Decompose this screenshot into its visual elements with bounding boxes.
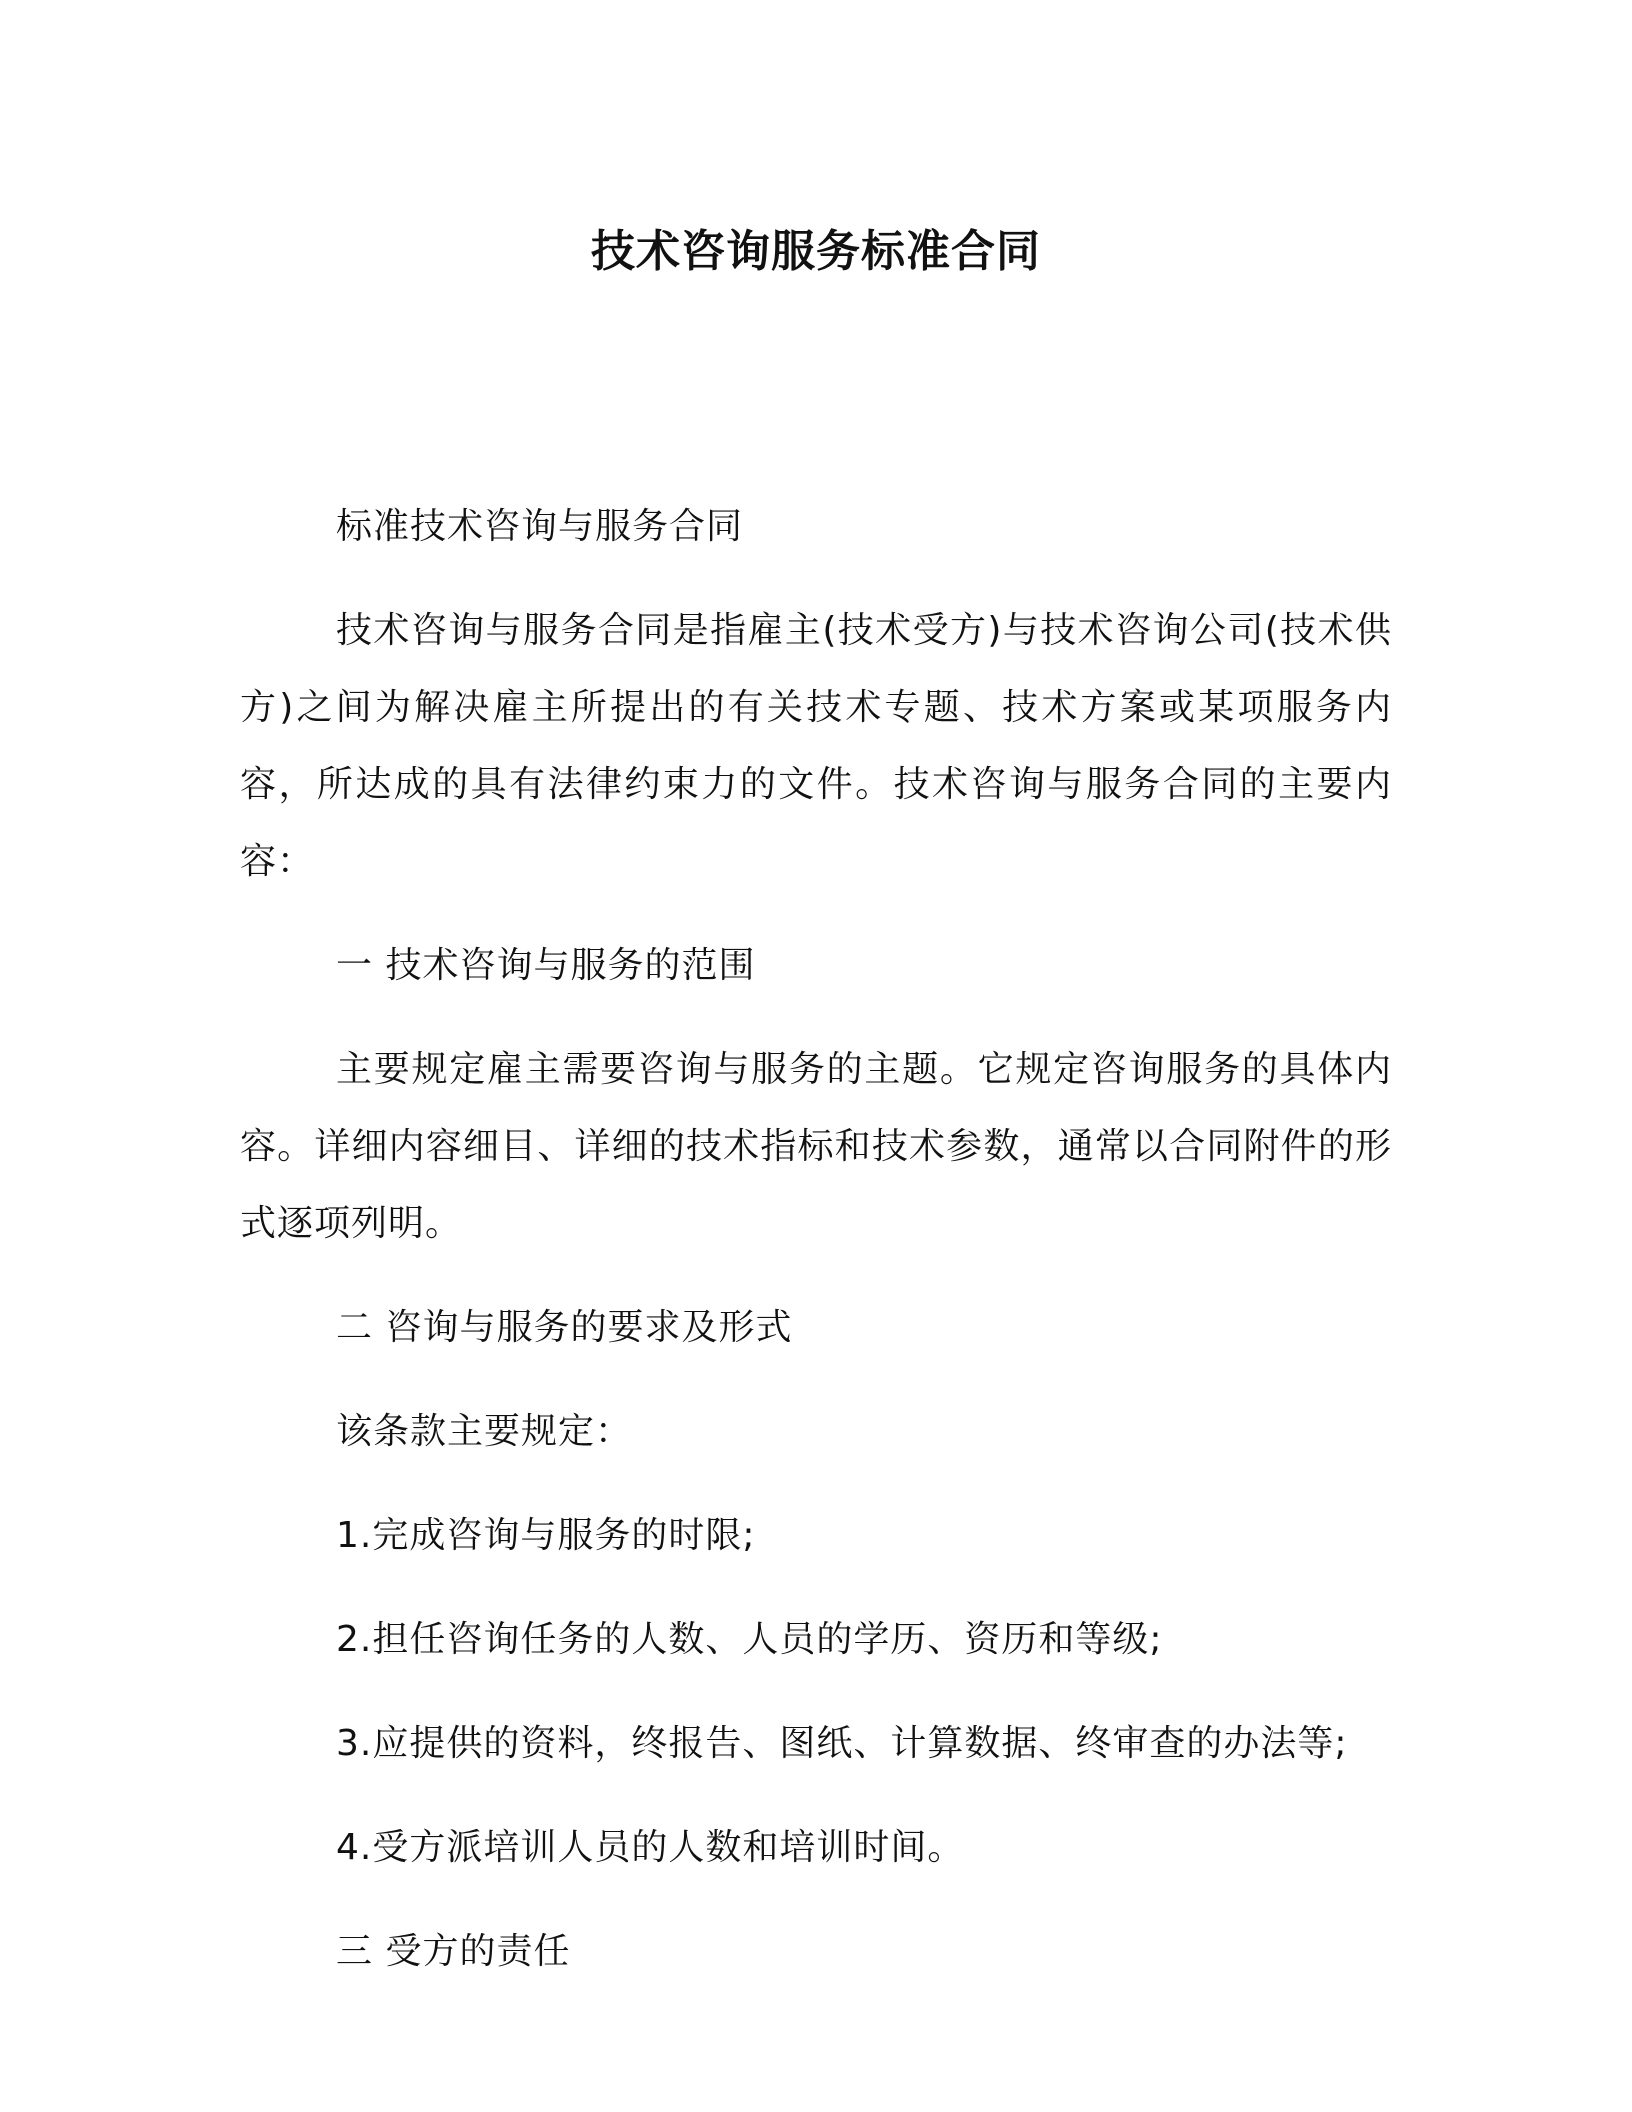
list-item-1: 1.完成咨询与服务的时限; [336, 1515, 756, 1556]
list-item-3: 3.应提供的资料，终报告、图纸、计算数据、终审查的办法等; [336, 1723, 1348, 1764]
section-heading-recipient-duties: 三 受方的责任 [336, 1931, 571, 1972]
document-title: 技术咨询服务标准合同 [591, 226, 1041, 277]
section-heading-requirements: 二 咨询与服务的要求及形式 [336, 1307, 793, 1348]
list-item-2: 2.担任咨询任务的人数、人员的学历、资历和等级; [336, 1619, 1163, 1660]
list-item-4: 4.受方派培训人员的人数和培训时间。 [336, 1827, 965, 1868]
paragraph-requirements-intro: 该条款主要规定： [336, 1411, 633, 1452]
paragraph-definition: 技术咨询与服务合同是指雇主(技术受方)与技术咨询公司(技术供方)之间为解决雇主所提出的有关技术专题、技术方案或某项服务内容，所达成的具有法律约束力的文件。技术咨询与服务合同的主要内容： [240, 610, 1392, 882]
section-heading-scope: 一 技术咨询与服务的范围 [336, 945, 756, 986]
paragraph-scope: 主要规定雇主需要咨询与服务的主题。它规定咨询服务的具体内容。详细内容细目、详细的技术指标和技术参数，通常以合同附件的形式逐项列明。 [240, 1049, 1392, 1244]
paragraph-contract-name: 标准技术咨询与服务合同 [336, 506, 744, 547]
document-body [240, 488, 1392, 2017]
